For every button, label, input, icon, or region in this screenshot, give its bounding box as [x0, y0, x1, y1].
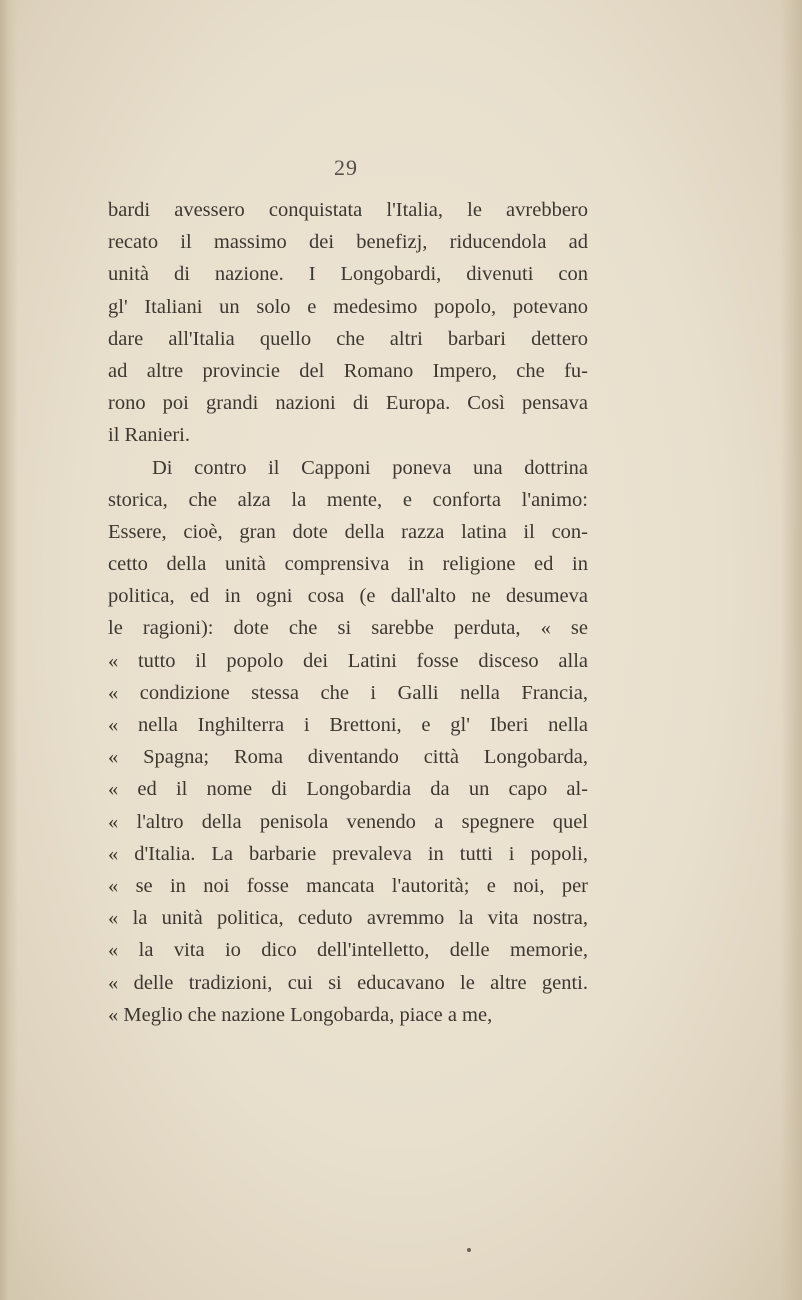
quote-line: « Meglio che nazione Longobarda, piace a me,: [108, 1003, 493, 1026]
text-line: rono poi grandi nazioni di Europa. Così pensava: [108, 392, 588, 415]
text-line: dare all'Italia quello che altri barbari dettero: [108, 327, 588, 350]
quote-line: « la unità politica, ceduto avremmo la vita nostra,: [108, 907, 588, 930]
quote-line: « la vita io dico dell'intelletto, delle memorie,: [108, 939, 588, 962]
text-line: gl' Italiani un solo e medesimo popolo, potevano: [108, 295, 588, 318]
quote-line: « Spagna; Roma diventando città Longobarda,: [108, 746, 588, 769]
text-line: politica, ed in ogni cosa (e dall'alto ne desumeva: [108, 585, 588, 608]
quote-line: « delle tradizioni, cui si educavano le altre genti.: [108, 971, 588, 994]
text-line: unità di nazione. I Longobardi, divenuti con: [108, 263, 588, 286]
text-line: storica, che alza la mente, e conforta l'animo:: [108, 488, 588, 511]
text-line: cetto della unità comprensiva in religione ed in: [108, 553, 588, 576]
body-text: [108, 194, 588, 1031]
page-right-edge: [780, 0, 802, 1300]
quote-line: « condizione stessa che i Galli nella Francia,: [108, 681, 588, 704]
quote-line: « d'Italia. La barbarie prevaleva in tutti i popoli,: [108, 842, 588, 865]
quote-line: « se in noi fosse mancata l'autorità; e noi, per: [108, 874, 588, 897]
quote-line: « ed il nome di Longobardia da un capo al-: [108, 778, 588, 801]
page-left-edge: [0, 0, 18, 1300]
paragraph-first-line: Di contro il Capponi poneva una dottrina: [152, 456, 588, 479]
text-line: Essere, cioè, gran dote della razza latina il con-: [108, 520, 588, 543]
text-line: ad altre provincie del Romano Impero, che fu-: [108, 359, 588, 382]
text-line: il Ranieri.: [108, 424, 190, 447]
text-line: le ragioni): dote che si sarebbe perduta, « se: [108, 617, 588, 640]
page-number: 29: [334, 155, 358, 180]
quote-line: « nella Inghilterra i Brettoni, e gl' Iberi nella: [108, 714, 588, 736]
text-line: recato il massimo dei benefizj, riducendola ad: [108, 231, 588, 254]
quote-line: « tutto il popolo dei Latini fosse disceso alla: [108, 649, 588, 672]
quote-line: « l'altro della penisola venendo a spegnere quel: [108, 810, 588, 833]
paper-speck: [467, 1248, 471, 1252]
text-line: bardi avessero conquistata l'Italia, le avrebbero: [108, 199, 588, 221]
